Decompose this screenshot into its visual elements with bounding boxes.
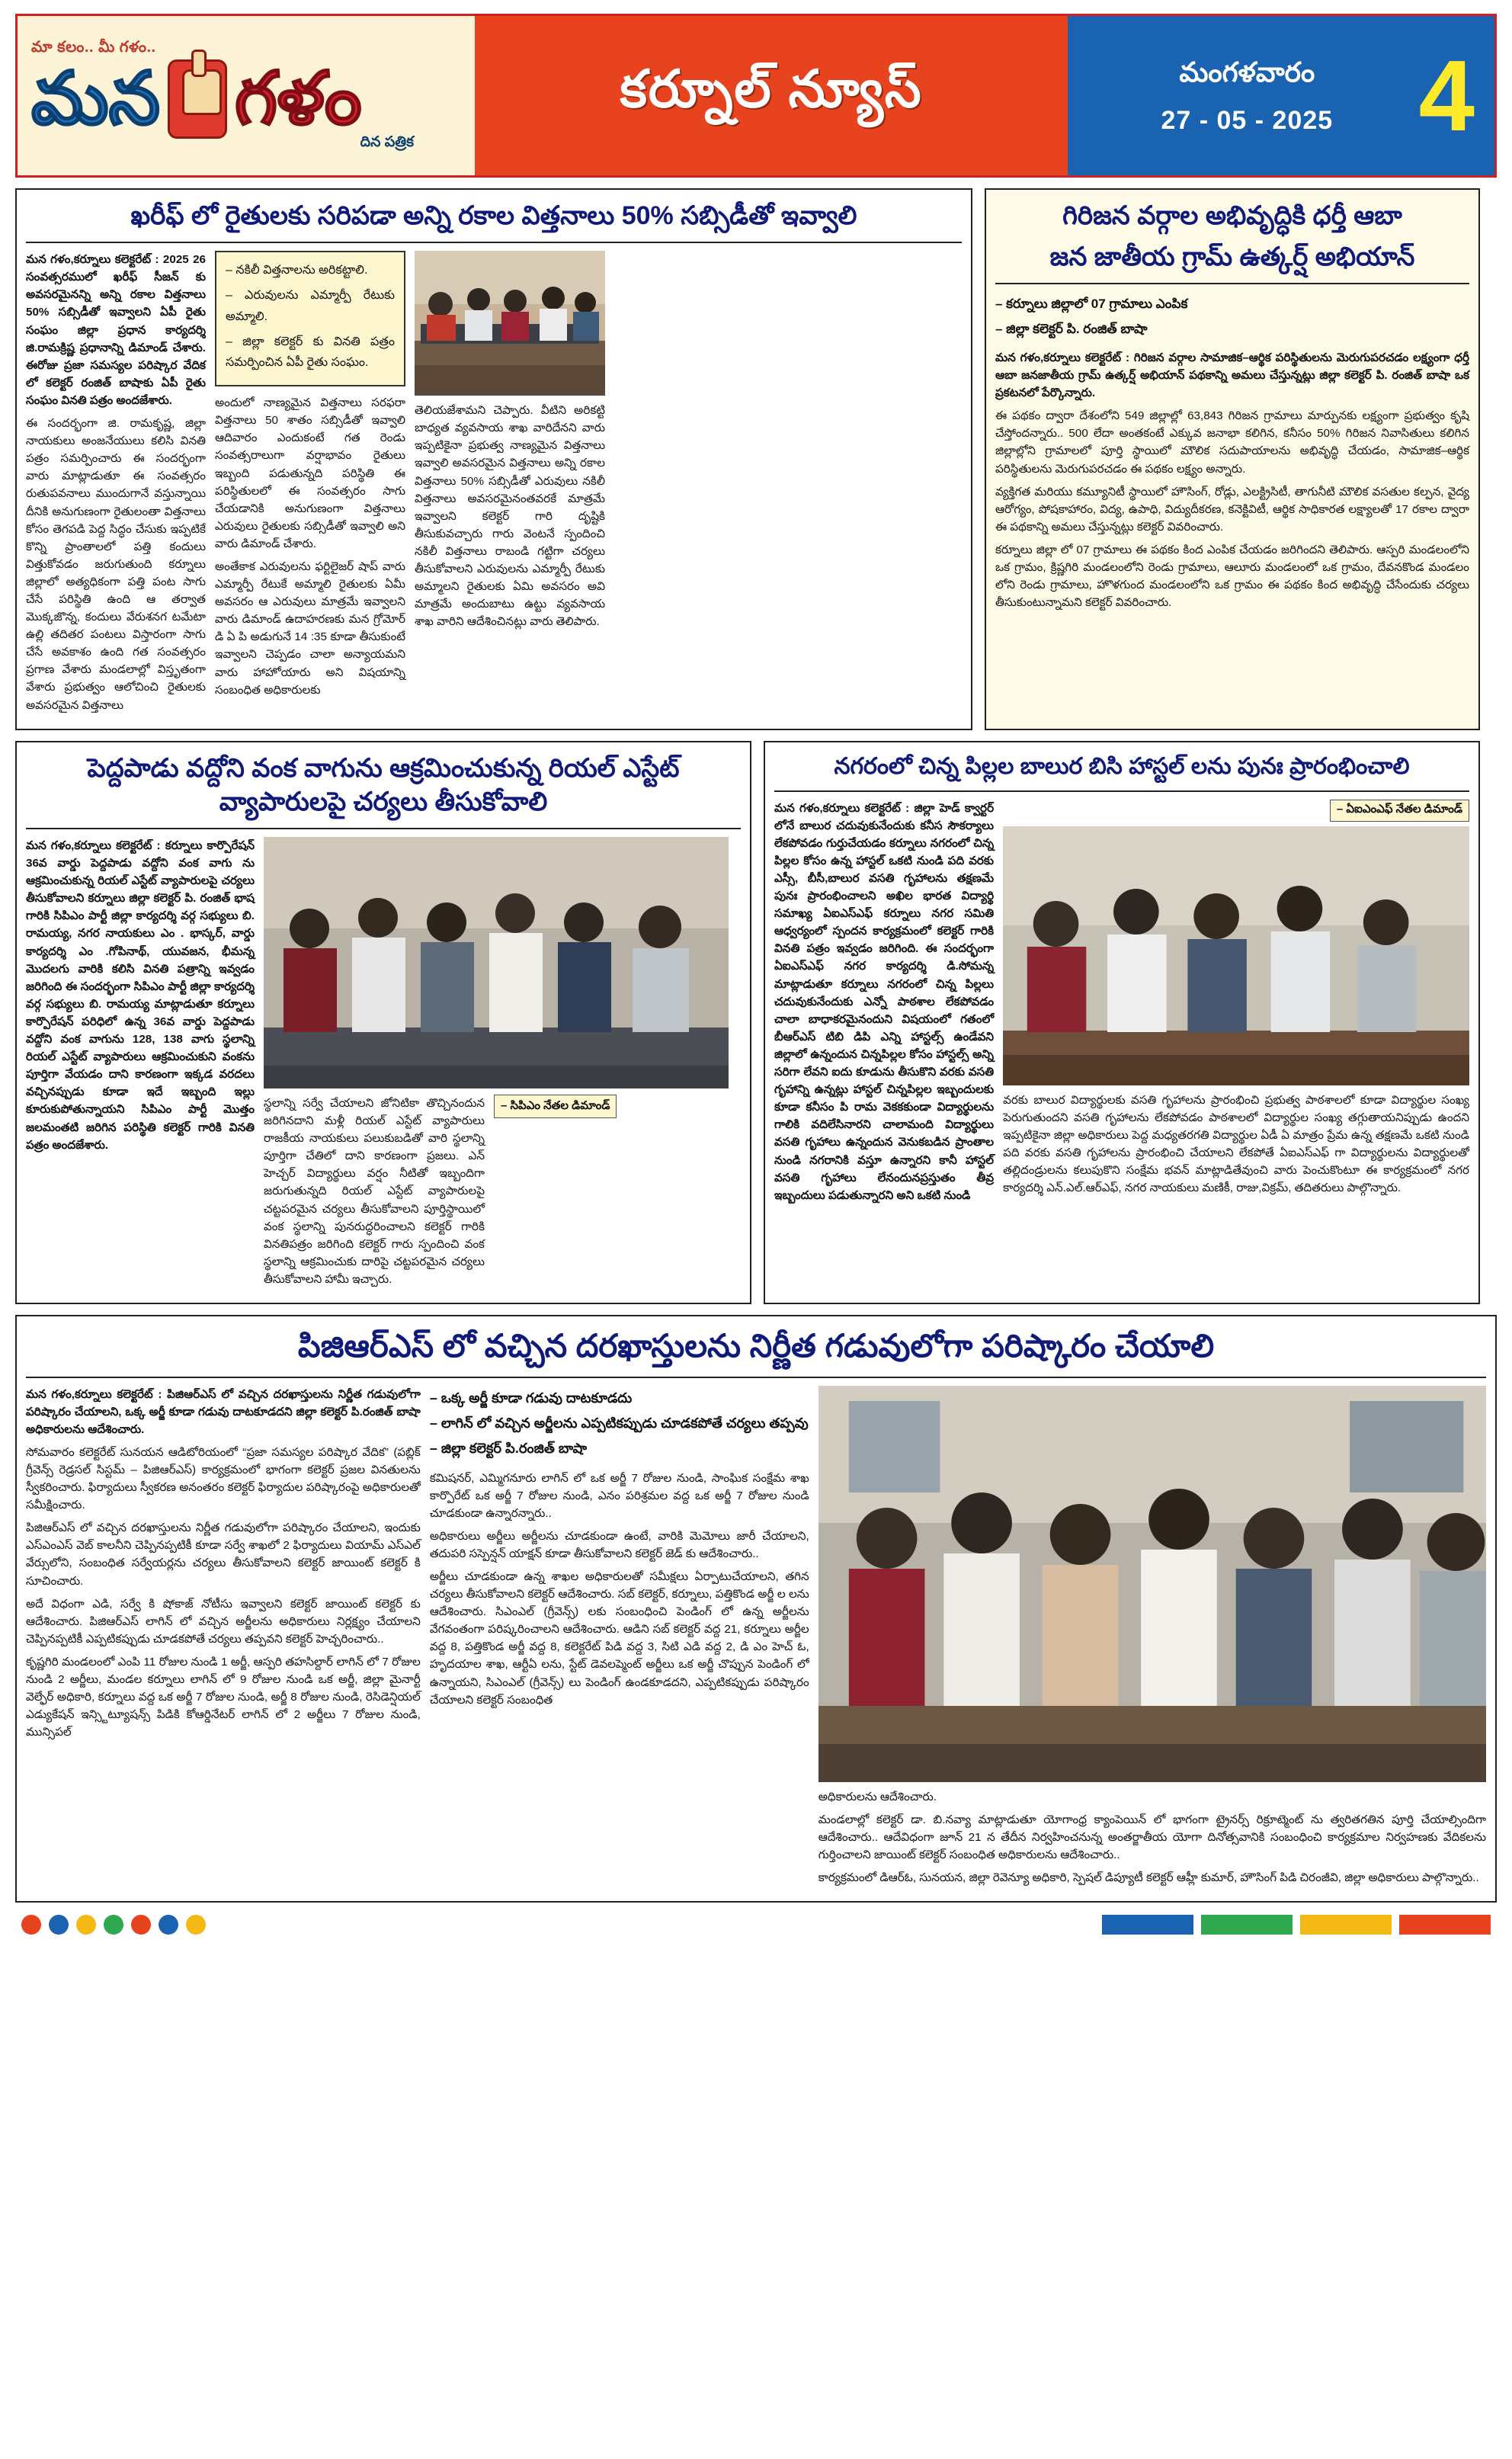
- edition-title: కర్నూల్ న్యూస్: [620, 60, 923, 118]
- article3-col2-text: [264, 1095, 485, 1294]
- article5-p10: మండలాల్లో కలెక్టర్ డా. బి.నవ్యా మాట్లాడుతూ యోగాంధ్ర క్యాంపెయిన్ లో భాగంగా ట్రైనర్స్ రిక్రూట్మెంట్ ను త్వరితగతిన పూర్తి చేయాల్సిందిగా ఆదేశించారు.. ఆదేవిధంగా జూన్ 21 న తేదీన నిర్వహించనున్న అంతర్జాతీయ యోగా దినోత్సవానికి సంబంధించి కార్యక్రమాల నిర్వహణకు వేదికలను గుర్తించాలని జాయింట్ కలెక్టర్ సంబంధిత అధికారులను ఆదేశించారు..: [818, 1813, 1486, 1861]
- footer-dot: [21, 1915, 41, 1935]
- divider: [26, 1377, 1486, 1378]
- article1-bullet-3: – జిల్లా కలెక్టర్ కు వినతి పత్రం సమర్పించిన ఏపీ రైతు సంఘం.: [226, 335, 395, 369]
- article1-col1: [26, 251, 206, 719]
- footer-dot: [104, 1915, 123, 1935]
- masthead-edition-banner: [475, 16, 1068, 175]
- divider: [995, 283, 1469, 284]
- article4-col1: [774, 800, 994, 1210]
- article4-columns: [774, 800, 1469, 1210]
- article1-p3: అందులో నాణ్యమైన విత్తనాలు సరఫరా విత్తనాలు 50 శాతం సబ్సిడీతో ఇవ్వాలి ఆదివారం ఎందుకంటే గత రెండు సంవత్సరాలుగా వర్షాభావం రైతులు ఇబ్బంది పడుతున్నది పరిస్థితి ఈ పరిస్థితులలో ఈ సంవత్సరం సాగు చేయడానికి అనుగుణంగా విత్తనాలు ఎరువులు రైతులకు సబ్సిడీతో ఇవ్వాలి అని వారు డిమాండ్ చేశారు.: [215, 396, 405, 550]
- article-hostels: [764, 741, 1480, 1304]
- article4-p2: వరకు బాలుర విద్యార్థులకు వసతి గృహాలను ప్రారంభించి ప్రభుత్వ పాఠశాలలో కూడా విద్యార్థుల సంఖ్య పెరుగుతుందని వసతి గృహాలను లేకపోవడం పాఠశాలలో విద్యార్థుల సంఖ్య తగ్గుతాయనిప్పుడు ఉందని ఇప్పటికైనా జిల్లా అధికారులు పెద్ద మధ్యతరగతి విద్యార్థుల ఏడీ ఏ మాత్రం ప్రేమ ఉన్న తక్షణమే ఒకటి నుండి పది వరకు వసతి గృహాలను ప్రారంభించి చేయాలని లేకపోతే ఏఐఎస్ఎఫ్ గా విద్యార్థులను విద్యార్థులతో తల్లిదండ్రులను కలుపుకొని సంక్షేమ భవన్ మాట్లాడితేవుంచి వారు పెంచుకొంటూ ఈ కార్యక్రమంలో నగర కార్యదర్శి ఎన్.ఎల్.ఆర్ఎఫ్, నగర నాయకులు మణికీ, రాజు,విక్రమ్, తదితరులు పాల్గొన్నారు.: [1003, 1093, 1469, 1195]
- article3-headline: పెద్దపాడు వద్దోని వంక వాగును ఆక్రమించుకున్న రియల్ ఎస్టేట్ వ్యాపారులపై చర్యలు తీసుకోవాలి: [87, 753, 680, 816]
- footer-dot: [159, 1915, 178, 1935]
- footer-decoration: [15, 1915, 1497, 1935]
- footer-bar: [1102, 1915, 1193, 1935]
- footer-dot: [131, 1915, 151, 1935]
- article2-bullet-1: – కర్నూలు జిల్లాలో 07 గ్రామాలు ఎంపిక: [995, 297, 1188, 312]
- article3-columns: [26, 837, 741, 1294]
- article1-bullet-1: – నకిలీ విత్తనాలను అరికట్టాలి.: [226, 264, 368, 277]
- day-label: మంగళవారం: [1179, 56, 1315, 88]
- content-band-1: [15, 188, 1497, 730]
- article-pgrs: [15, 1315, 1497, 1903]
- divider: [774, 790, 1469, 792]
- divider: [26, 242, 962, 243]
- article4-p1: మన గళం,కర్నూలు కలెక్టరేట్ : జిల్లా హెడ్ క్వార్టర్ లోనే బాలుర చదువుకునేందుకు కనీస సౌకర్యాలు లేకపోవడం గుర్తుచేయడం కర్నూలు నగరంలో చిన్న పిల్లల కోసం ఉన్న హాస్టల్ ఒకటి నుండి పది వరకు ఎస్సీ, బీసీ,బాలుర వసతి గృహాలను తక్షణమే పునః ప్రారంభించాలని అఖిల భారత విద్యార్థి సమాఖ్య ఏఐఎస్ఎఫ్ కర్నూలు నగర సమితి ఆధ్వర్యంలో స్పందన కార్యక్రమంలో కలెక్టర్ గారికి వినతి పత్రం ఇవ్వడం జరిగింది. ఈ సందర్భంగా ఏఐఎస్ఎఫ్ నగర కార్యదర్శి డి.సోమన్న మాట్లాడుతూ కర్నూలు నగరంలో చిన్న పిల్లలు చదువుకునేందుకు ఎన్నో పాఠశాల లేకపోవడం చాలా బాధాకరమైనందుని విషయంలో గతంలో బీఆర్ఎస్ టిబి డిపి ఎన్ని హాస్టల్స్ ఉండేవని జిల్లాలో ఉన్నందున చిన్నపిల్లల కోసం హాస్టల్స్ అన్ని సరిగా లేవని ఐదు కూడును తీసుకొని వరకు వసతి గృహాన్ని ఉన్నట్లు హాస్టల్ చిన్నపిల్లల ఇబ్బందులకు కూడా కనీసం పి రామ వెకకకుండా విద్యార్థులను గాలికి వదిలేసినారని చాలామంది విద్యార్థులు వసతి గృహాలు ఉన్నందున వెనుకబడిన ప్రాంతాల నుండి నగరానికి వస్తూ ఉన్నారని కానీ హాస్టల్ వసతి గృహాలు లేనందునప్రస్తుతం తీవ్ర ఇబ్బందులు పడుతున్నారని అని ఒకటి నుండి: [774, 801, 995, 1202]
- article1-col2: [215, 251, 405, 719]
- article2-p2: ఈ పథకం ద్వారా దేశంలోని 549 జిల్లాల్లో 63,843 గిరిజన గ్రామాలు మార్పునకు లక్ష్యంగా ప్రభుత్వం కృషి చేస్తోందన్నారు.. 500 లేదా అంతకంటే ఎక్కువ జనాభా కలిగిన, కనీసం 50% గిరిజన నివాసితులు కలిగిన జిల్లాల్లోని గ్రామాలలో పూర్తి స్థాయిలో మౌలిక సదుపాయాలను అభివృద్ధి చేయడం, సామాజిక–ఆర్థిక పరిస్థితులను మెరుగుపరచడం ఈ పథకం లక్ష్యం అన్నారు.: [995, 409, 1469, 476]
- article5-p1: మన గళం,కర్నూలు కలెక్టరేట్ : పిజిఆర్ఎస్ లో వచ్చిన దరఖాస్తులను నిర్ణీత గడువులోగా పరిష్కారం చేయాలని, ఒక్క అర్జీ కూడా గడువు దాటకూడదని జిల్లా కలెక్టర్ పి.రంజిత్ బాషా అధికారులను ఆదేశించారు.: [26, 1387, 421, 1436]
- article4-col2: [1003, 1092, 1469, 1197]
- article5-columns: [26, 1386, 1486, 1892]
- article-seeds-subsidy: [15, 188, 972, 730]
- fist-logo-icon: [168, 59, 227, 139]
- article-encroachment: [15, 741, 751, 1304]
- article2-bullets: [995, 292, 1469, 341]
- article5-col3: [818, 1788, 1486, 1887]
- masthead-title-part2: గళం: [234, 58, 362, 139]
- article5-p3: పిజిఆర్ఎస్ లో వచ్చిన దరఖాస్తులను నిర్ణీత గడువులోగా పరిష్కారం చేయాలని, ఇందుకు ఎస్ఎంఎస్ వెబ్ కాలనీని చెప్పినప్పటికీ కూడా సర్వే శాఖలో 2 ఫిర్యాదులు వియామ్ ఎస్ఎల్ వేర్సులోని, సంబంధిత సర్వేయర్లను చర్యలు తీసుకోవాలని కలెక్టర్ జాయింట్ కలెక్టర్ కి సూచించారు.: [26, 1521, 421, 1588]
- article5-p11: కార్యక్రమంలో డిఆర్ఓ, సునయన, జిల్లా రెవెన్యూ అధికారి, స్పెషల్ డిప్యూటీ కలెక్టర్ ఆహ్లీ కుమార్, హౌసింగ్ పిడి చిరంజీవి, జిల్లా అధికారులు పాల్గొన్నారు..: [818, 1871, 1479, 1884]
- article5-p4: అదే విధంగా ఎడి, సర్వే కి షోకాజ్ నోటీసు ఇవ్వాలని కలెక్టర్ జాయింట్ కలెక్టర్ కు ఆదేశించారు. పిజిఆర్ఎస్ లాగిన్ లో వచ్చిన అర్జీలను అధికారులు నిర్లక్ష్యం చేయాలని చెప్పినప్పటికీ ఎప్పటికప్పుడు చూడకపోతే చర్యలు తప్పవని కలెక్టర్ హెచ్చరించారు..: [26, 1597, 421, 1646]
- article5-col1: [26, 1386, 421, 1892]
- article3-p2: స్థలాన్ని సర్వే చేయాలని జోనిటికా తొచ్చినందున జరిగినదాని మళ్లీ రియల్ ఎస్టేట్ వ్యాపారులు రాజకీయ నాయకులు పలుకుబడితో వారి స్థలాన్ని పూర్తిగా చేతిలో దాని కారణంగా ప్రజలు. ఎన్ హెచ్చర్ విద్యార్థులు వర్షం నీటితో ఇబ్బందిగా జరుగుతున్నది రియల్ ఎస్టేట్ వ్యాపారులపై చట్టపరమైన చర్యలు తీసుకోవాలని పూర్తిస్థాయిలో వంక స్థలాన్ని పునరుద్ధరించాలని కలెక్టర్ గారికి వినతిపత్రం జరిగింది కలెక్టర్ గారు స్పందించి వంక స్థలాన్ని ఆక్రమించుకు దారిపై చట్టపరమైన చర్యలు తీసుకోవాలని హామీ ఇచ్చారు.: [264, 1097, 485, 1286]
- article2-headline-1: గిరిజన వర్గాల అభివృద్ధికి ధర్తీ ఆబా: [1062, 201, 1402, 230]
- date-label: 27 - 05 - 2025: [1161, 105, 1334, 135]
- article3-p1: మన గళం,కర్నూలు కలెక్టరేట్ : కర్నూలు కార్పొరేషన్ 36వ వార్డు పెద్దపాడు వద్దోని వంక వాగు ను ఆక్రమించుకున్న రియల్ ఎస్టేట్ వ్యాపారులపై చర్యలు తీసుకోవాలని కర్నూలు జిల్లా కలెక్టర్ పి. రంజిత్ భాష గారికి సిపిఎం పార్టీ జిల్లా కార్యదర్శి వర్గ సభ్యులు బి. రామయ్య, నగర నాయకులు ఎం . భాస్కర్, వార్డు కార్యదర్శి ఎం .గోపినాథ్, యువజన, భీమన్న మొదలగు వారికి కలిసి వినతి పత్రాన్ని ఇవ్వడం జరిగింది ఈ సందర్భంగా సిపిఎం పార్టీ జిల్లా కార్యదర్శి వర్గ సభ్యులు బి. రామయ్య మాట్లాడుతూ కర్నూలు కార్పొరేషన్ పరిధిలో ఉన్న 36వ వార్డు పెద్దపాడు వద్దోని వంక వాగును 128, 138 వాగు స్థలాన్ని రియల్ ఎస్టేట్ వ్యాపారులు ఆక్రమించుకుని వంకను పూర్తిగా వేయడం దాని కారణంగా ఇక్కడ వరదలు వచ్చినప్పుడు కూడా ఇదే ఇబ్బంది ఇల్లు కూరుకుపోతున్నాయని సిపిఎం పార్టీ మొత్తం జలమంతటి జరిగిన పరిస్థితి కలెక్టర్ గారికి వినతి పత్రం అందజేశారు.: [26, 839, 255, 1152]
- article1-p4: అంతేకాక ఎరువులను ఫర్టిలైజర్ షాప్ వారు ఎమ్మార్పీ రేటుకే అమ్మాలి రైతులకు ఏమీ అవసరం ఆ ఎరువులు మాత్రమే ఇవ్వాలని వారు డిమాండ్ ఉదాహరణకు మన గ్రోమోర్ డి ఏ పి అడుగునే 14 :35 కూడా తీసుకుంటే ఇవ్వాలని చెప్పడం చాలా అన్యాయమని వారు హాహోయారు అని విషయాన్ని సంబంధిత అధికారులకు: [215, 559, 405, 697]
- article2-body: [995, 349, 1469, 611]
- article1-p1: మన గళం,కర్నూలు కలెక్టరేట్ : 2025 26 సంవత్సరములో ఖరీఫ్ సీజన్ కు అవసరమైనన్ని అన్ని రకాల విత్తనాలు 50% సబ్సిడీతో ఇవ్వాలని ఏపీ రైతు సంఘం జిల్లా ప్రధాన కార్యదర్శి జి.రామక్రిష్ణ ప్రధానాన్ని డిమాండ్ చేశారు. ఈరోజు ప్రజా సమస్యల పరిష్కార వేదిక లో కలెక్టర్ రంజిత్ బాషాకు ఏపీ రైతు సంఘం వినతి పత్రం అందజేశారు.: [26, 253, 206, 407]
- article4-headline: నగరంలో చిన్న పిల్లల బాలుర బిసి హాస్టల్ లను పునః ప్రారంభించాలి: [834, 753, 1410, 779]
- article1-col3: [415, 251, 605, 719]
- article2-bullet-2: – జిల్లా కలెక్టర్ పి. రంజిత్ బాషా: [995, 321, 1148, 336]
- footer-bar: [1300, 1915, 1392, 1935]
- page-number: 4: [1418, 39, 1475, 152]
- masthead-logo: [18, 16, 475, 175]
- article3-photo-delegation: [264, 837, 729, 1088]
- article4-right: [1003, 800, 1469, 1210]
- photo-graphic: [415, 251, 605, 396]
- footer-dot: [186, 1915, 206, 1935]
- article5-p5: కృష్ణగిరి మండలంలో ఎంపి 11 రోజుల నుండి 1 అర్జీ, ఆస్పరి తహసిల్దార్ లాగిన్ లో 7 రోజుల నుండి 2 అర్జీలు, మండల కర్నూలు లాగిన్ లో 9 రోజుల నుండి ఒక అర్జీ, జిల్లా మైనార్టీ వెల్ఫేర్ అధికారి, కర్నూలు వద్ద ఒక అర్జీ 7 రోజుల నుండి, అర్జీ 8 రోజుల నుండి, రెసిడెన్షియల్ ఎడ్యుకేషన్ ఇన్స్టిట్యూషన్స్ పిడికి కోఆర్డినేటర్ లాగిన్ లో 2 అర్జీలు 7 రోజుల నుండి, మున్సిపల్: [26, 1655, 421, 1739]
- article5-p7: అధికారులు అర్జీలు అర్జీలను చూడకుండా ఉంటే, వారికి మెమోలు జారీ చేయాలని, తదుపరి సస్పెన్షన్ యాక్షన్ కూడా తీసుకోవాలని కలెక్టర్ జెడ్ కు ఆదేశించారు..: [429, 1529, 809, 1560]
- footer-bars-right: [1102, 1915, 1491, 1935]
- article5-col2-wrap: [430, 1386, 809, 1892]
- article3-col2: [264, 837, 729, 1294]
- article1-callout: [215, 251, 405, 386]
- article3-caption-wrap: [494, 1095, 722, 1294]
- article1-p2: ఈ సందర్భంగా జి. రామకృష్ణ, జిల్లా నాయకులు అంజనేయులు కలిసి వినతి పత్రం సమర్పించారు ఈ సందర్భంగా వారు మాట్లాడుతూ ఈ సంవత్సరం రుతుపవనాలు ముందుగానే వస్తున్నాయి దీనికి అనుగుణంగా రైతులంతా విత్తనాలు కోసం తెగపడి పెద్ద సిద్ధం చేసుకు ఇప్పటికే కొన్ని ప్రాంతాలలో పత్తి కందులు విత్తుకోవడం జరుగుతుంది కర్నూలు జిల్లాలో అత్యధికంగా పత్తి పంట సాగు చేసే పరిస్థితి ఉంది ఆ తర్వాత మొక్కజొన్న, కందులు వేరుశనగ టమేటా ఉల్లి తదితర పంటలు విస్తారంగా సాగు చేసే అవకాశం ఉంది గత సంవత్సరం ప్రగాణ వేశారు మండలాల్లో విస్తృతంగా వేశారు ప్రభుత్వం ఆలోచించి రైతులకు అవసరమైన విత్తనాలు: [26, 417, 206, 712]
- article5-p8: అర్జీలు చూడకుండా ఉన్న శాఖల అధికారులతో సమీక్షలు ఏర్పాటుచేయాలని, తగిన చర్యలు తీసుకోవాలని కలెక్టర్ ఆదేశించారు. సబ్ కలెక్టర్, కర్నూలు, పత్తికొండ అర్జీ ల లను ఆదేశించారు. సిఎంఎల్ (గ్రీవెన్స్) లకు సంబంధించి పెండింగ్ లో ఉన్న అర్జీలను వేగవంతంగా పరిష్కరించాలని ఆదేశించారు. ఆడిని సబ్ కలెక్టర్ వద్ద 21, కర్నూలు అర్జీల వద్ద 8, పత్తికొండ అర్జీ వద్ద 8, కలెక్టరేట్ పిడి వద్ద 3, సిటి ఎడి వద్ద 2, డి ఎం హెచ్ ఓ, హృదయాల శాఖ, ఆర్టీఏ లను, స్టేట్ డెవలప్మెంట్ అర్జీలు ఒక అర్జీ చొప్పున పెండింగ్ లో ఉన్నాయని, సిఎంఎల్ (గ్రీవెన్స్) లు పెండింగ్ ఉండకూడదని, ఎప్పటికప్పుడు పరిష్కారం చేయాలని కలెక్టర్ సంబంధిత: [429, 1569, 809, 1707]
- article4-photo-petition: [1003, 826, 1469, 1085]
- article2-p3: వ్యక్తిగత మరియు కమ్యూనిటీ స్థాయిలో హౌసింగ్, రోడ్లు, ఎలక్ట్రిసిటీ, తాగునీటి మౌలిక వసతుల కల్పన, వైద్య ఆరోగ్యం, పోషకాహారం, విద్య, ఉపాధి, విద్యుదీకరణ, కనెక్టివిటీ, ఆర్థిక సాధికారత లక్ష్యాలతో 17 రకాల ద్వారా ఈ పథకాన్ని అమలు చేస్తున్నట్లు కలెక్టర్ వివరించారు.: [995, 485, 1469, 534]
- content-band-2: [15, 741, 1497, 1304]
- article5-p9: అధికారులను ఆదేశించారు.: [818, 1790, 937, 1803]
- article5-bullet-1: – ఒక్క అర్జీ కూడా గడువు దాటకూడదు: [429, 1390, 633, 1406]
- article5-bullet-3: – జిల్లా కలెక్టర్ పి.రంజిత్ బాషా: [429, 1441, 588, 1457]
- article1-columns: [26, 251, 962, 719]
- article4-caption: – ఏఐఎంఎఫ్ నేతల డిమాండ్: [1330, 800, 1469, 822]
- article5-bullet-2: – లాగిన్ లో వచ్చిన అర్జీలను ఎప్పటికప్పుడు చూడకపోతే చర్యలు తప్పవు: [429, 1415, 809, 1431]
- article5-col3-wrap: [818, 1386, 1486, 1892]
- masthead: [15, 14, 1497, 178]
- article1-p5: తెలియజేశామని చెప్పారు. వీటిని అరికట్టి బాధ్యత వ్యవసాయ శాఖ వారిదేనని వారు ఇప్పటికైనా ప్రభుత్వ నాణ్యమైన విత్తనాలు ఇవ్వాలి అవసరమైన విత్తనాలు అన్ని రకాల విత్తనాలు 50% సబ్సిడీతో ఎరువులు నకిలీ విత్తనాలు అవసరమైనంతవరకే మాత్రమే ఇవ్వాలని కలెక్టర్ గారి దృష్టికి తీసుకువచ్చారు గారు వెంటనే స్పందించి నకిలీ విత్తనాలు రాబండి గట్టిగా చర్యలు తీసుకోవాలని ఎరువులను ఎమ్మార్పీ రేటుకు అమ్మాలని రైతులకు ఏమి అవసరం అవి మాత్రమే అందుబాటు ఉట్టు వ్యవసాయ శాఖ వారిని ఆదేశించినట్లు వారు తెలిపారు.: [415, 404, 605, 629]
- masthead-title-row: [31, 59, 464, 139]
- divider: [26, 828, 741, 829]
- article2-p1: మన గళం,కర్నూలు కలెక్టరేట్ : గిరిజన వర్గాల సామాజిక–ఆర్థిక పరిస్థితులను మెరుగుపరచడం లక్ష్యంగా ధర్తీ ఆబా జనజాతీయ గ్రామ్ ఉత్కర్ష్ అభియాన్ పథకాన్ని అమలు చేస్తున్నట్లు జిల్లా కలెక్టర్ పి. రంజిత్ బాషా ఒక ప్రకటనలో పేర్కొన్నారు.: [995, 351, 1469, 400]
- article5-photo-grievance-hall: [818, 1386, 1486, 1782]
- date-box: [1091, 56, 1404, 136]
- article1-bullet-2: – ఎరువులను ఎమ్మార్పీ రేటుకు అమ్మాలి.: [226, 289, 395, 323]
- article5-bullets: [430, 1386, 809, 1462]
- footer-bar: [1201, 1915, 1293, 1935]
- article-tribal-development: [985, 188, 1480, 730]
- article5-p2: సోమవారం కలెక్టరేట్ సునయన ఆడిటోరియంలో “ప్రజా సమస్యల పరిష్కార వేదిక” (పబ్లిక్ గ్రీవెన్స్ రెడ్రసల్ సిస్టమ్ – పిజిఆర్ఎస్) కార్యక్రమంలో భాగంగా కలెక్టర్ ప్రజల వినతులను స్వీకరించారు. ఫిర్యాదులు స్వీకరణ అనంతరం కలెక్టర్ ఫిర్యాదుల పరిష్కారంపై అధికారులతో సమీక్షించారు.: [26, 1445, 421, 1512]
- masthead-date-block: [1068, 16, 1494, 175]
- masthead-subtitle: దిన పత్రిక: [360, 134, 414, 150]
- article5-col2: [430, 1470, 809, 1709]
- article1-headline: ఖరీఫ్ లో రైతులకు సరిపడా అన్ని రకాల విత్తనాలు 50% సబ్సిడీతో ఇవ్వాలి: [130, 201, 857, 230]
- photo-graphic: [1003, 826, 1469, 1085]
- footer-dot: [76, 1915, 96, 1935]
- masthead-title-part1: మన: [31, 58, 160, 139]
- article5-p6: కమిషనర్, ఎమ్మిగనూరు లాగిన్ లో ఒక అర్జీ 7 రోజుల నుండి, సాంఘిక సంక్షేమ శాఖ కార్పొరేట్ ఒక అర్జీ 7 రోజుల నుండి, ఎనం పరిశ్రమల వద్ద ఒక అర్జీ 7 రోజుల నుండి చూడకుండా ఉన్నారన్నారు..: [429, 1471, 809, 1520]
- article3-col1: [26, 837, 255, 1294]
- photo-graphic: [818, 1386, 1486, 1782]
- article5-headline: పిజిఆర్ఎస్ లో వచ్చిన దరఖాస్తులను నిర్ణీత గడువులోగా పరిష్కారం చేయాలి: [297, 1328, 1215, 1364]
- footer-dot: [49, 1915, 69, 1935]
- article2-p4: కర్నూలు జిల్లా లో 07 గ్రామాలు ఈ పథకం కింద ఎంపిక చేయడం జరిగిందని తెలిపారు. ఆస్పరి మండలంలోని ఒక గ్రామం, క్రిష్ణగిరి మండలంలోని రెండు గ్రామాలు, ఆలూరు మండలంలో ఒక గ్రామం, దేవనకొండ మండలం లోని రెండు గ్రామాలు, హొళగుంద మండలంలోని ఒక గ్రామం ఈ పథకం కింద అభివృద్ధి చేసేందుకు చర్యలు తీసుకుంటున్నామని కలెక్టర్ వివరించారు.: [995, 543, 1469, 610]
- article2-headline-2: జన జాతీయ గ్రామ్ ఉత్కర్ష్ అభియాన్: [1049, 242, 1415, 272]
- article1-photo-meeting: [415, 251, 605, 396]
- photo-graphic: [264, 837, 729, 1088]
- footer-bar: [1399, 1915, 1491, 1935]
- footer-dots-left: [21, 1915, 206, 1935]
- masthead-tagline: మా కలం.. మీ గళం..: [31, 39, 156, 56]
- article3-caption: – సిపిఎం నేతల డిమాండ్: [494, 1095, 617, 1118]
